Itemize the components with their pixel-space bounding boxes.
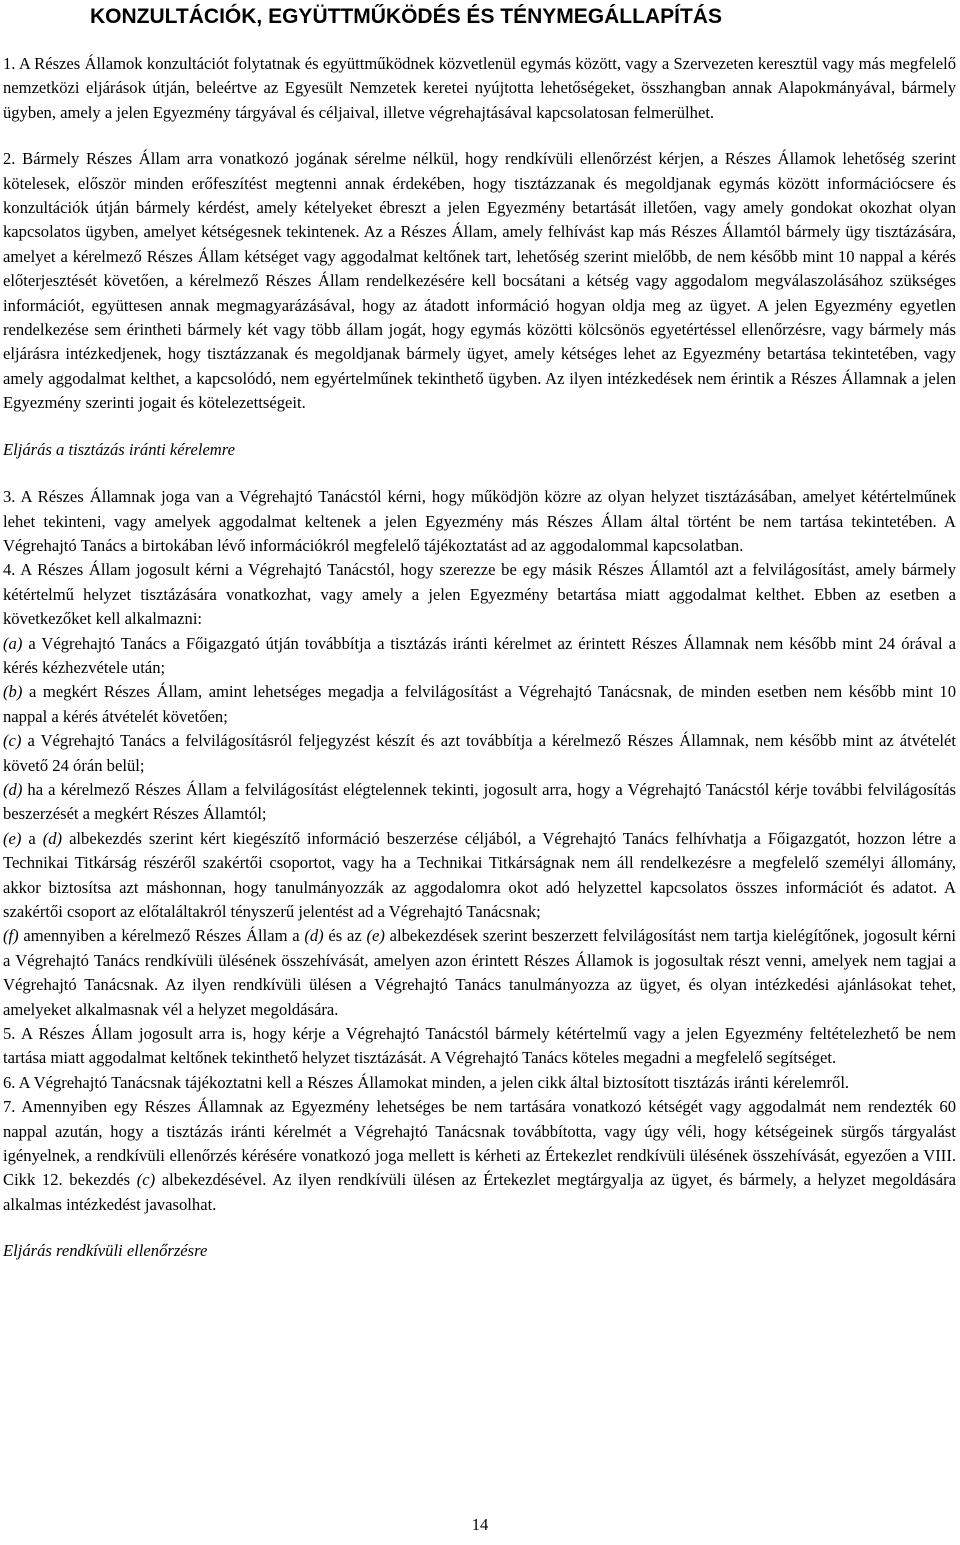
subparagraph-f-label: (f) (3, 926, 19, 946)
subparagraph-d (3, 778, 956, 827)
section-heading-clarification: Eljárás a tisztázás iránti kérelemre (3, 439, 235, 459)
paragraph-7 (3, 1095, 956, 1217)
paragraph-3: 3. A Részes Államnak joga van a Végrehajtó Tanácstól kérni, hogy működjön közre az olyan helyzet tisztázásában, amelyet kétértelműnek lehet tekinteni, vagy amelyek aggodalmat keltenek a jelen Egyezmény más Részes Állam által történt be nem tartása tekintetében. A Végrehajtó Tanács a birtokában lévő információkról megfelelő tájékoztatást ad az aggodalommal kapcsolatban. (3, 487, 956, 555)
paragraph-4: 4. A Részes Állam jogosult kérni a Végrehajtó Tanácstól, hogy szerezze be egy másik Részes Államtól azt a felvilágosítást, amely bármely kétértelmű helyzet tisztázására vonatkozhat, vagy amely a jelen Egyezmény betartása miatt aggodalmat kelthet. Ebben az esetben a következőket kell alkalmazni: (3, 560, 956, 629)
subparagraph-e (3, 827, 956, 925)
subparagraph-e-text: albekezdés szerint kért kiegészítő információ beszerzése céljából, a Végrehajtó Tanács felhívhatja a Főigazgatót, hozzon létre a Technikai Titkárság részéről szakértői csoportot, vagy ha a Technikai Titkárságnak nem áll rendelkezésre a megfelelő személyi állomány, akkor biztosítsa azt máshonnan, hogy tanulmányozzák az aggodalomra okot adó helyzettel kapcsolatos összes információt és adatot. A szakértői csoport az előtaláltakról tényszerű jelentést ad a Végrehajtó Tanácsnak; (3, 828, 956, 921)
subparagraph-a (3, 632, 956, 681)
subparagraph-a-label: (a) (3, 633, 23, 653)
subparagraph-d-label: (d) (3, 779, 23, 799)
paragraph-6: 6. A Végrehajtó Tanácsnak tájékoztatni kell a Részes Államokat minden, a jelen cikk által biztosított tisztázás iránti kérelemről. (3, 1072, 850, 1092)
subparagraph-f-text: albekezdések szerint beszerzett felvilágosítást nem tartja kielégítőnek, jogosult kérni a Végrehajtó Tanács rendkívüli ülésének összehívását, amelyen azon érintett Részes Államok is jogosultak részt venni, amelyek nem tagjai a Végrehajtó Tanácsnak. Az ilyen rendkívüli ülésen a Végrehajtó Tanács tanulmányozza az ügyet, és olyan intézkedési ajánlásokat tehet, amelyeket alkalmasnak vél a helyzet megoldására. (3, 926, 956, 1019)
subparagraph-b-label: (b) (3, 682, 23, 702)
paragraph-7-text-a: 7. Amennyiben egy Részes Államnak az Egyezmény lehetséges be nem tartására vonatkozó kétségét vagy aggodalmát nem rendezték 60 nappal azután, hogy a tisztázás iránti kérelmét a Végrehajtó Tanácsnak továbbította, vagy úgy véli, hogy kétségeinek sürgős tárgyalást igényelnek, a rendkívüli ellenőrzés kérésére vonatkozó joga mellett is kérheti az Értekezlet rendkívüli ülésének összehívását, egyezően a VIII. Cikk 12. bekezdés (3, 1097, 956, 1190)
paragraph-7-reference: (c) (136, 1170, 156, 1190)
subparagraph-e-label: (e) (3, 828, 22, 848)
subparagraph-c-label: (c) (3, 731, 22, 751)
subparagraph-b-text: a megkért Részes Állam, amint lehetséges megadja a felvilágosítást a Végrehajtó Tanácsnak, de minden esetben nem később mint 10 nappal a kérés átvételét követően; (3, 682, 956, 726)
subparagraph-f-mid-2: és az (323, 926, 367, 946)
subparagraph-b (3, 680, 956, 729)
page-number: 14 (471, 1515, 489, 1534)
subparagraph-c (3, 729, 956, 778)
section-heading-special-inspection: Eljárás rendkívüli ellenőrzésre (3, 1241, 208, 1261)
paragraph-2: 2. Bármely Részes Állam arra vonatkozó jogának sérelme nélkül, hogy rendkívüli ellenőrzést kérjen, a Részes Államok lehetőség szerint kötelesek, először minden erőfeszítést megtenni annak érdekében, hogy tisztázzanak és megoldjanak egymás között információcsere és konzultációk útján bármely kérdést, amely kételyeket ébreszt a jelen Egyezmény betartását illetően, vagy amely gondokat okozhat olyan kapcsolatos ügyben, amelyet kétségesnek tekintenek. Az a Részes Állam, amely felhívást kap más Részes Államtól bármely ügy tisztázására, amelyet a kérelmező Részes Állam kétséget vagy aggodalmat keltőnek tart, lehetőség szerint mielőbb, de nem később mint 10 nappal a kérés előterjesztését követően, a kérelmező Részes Állam rendelkezésére kell bocsátani a kétség vagy aggodalom megválaszolásához szükséges információt, együttesen annak megmagyarázásával, hogy az átadott információ hogyan oldja meg az ügyet. A jelen Egyezmény egyetlen rendelkezése sem érintheti bármely két vagy több állam jogát, hogy egymás közötti kölcsönös egyetértéssel ellenőrzésre, vagy bármely más eljárásra intézkedjenek, hogy tisztázzanak és megoldjanak bármely ügyet, amely kétséges lehet az Egyezmény betartása tekintetében, vagy amely aggodalmat kelthet, a kapcsolódó, nem egyértelműnek tekinthető ügyben. Az ilyen intézkedések nem érintik a Részes Államnak a jelen Egyezmény szerinti jogait és kötelezettségeit. (3, 149, 956, 413)
subparagraph-d-text: ha a kérelmező Részes Állam a felvilágosítást elégtelennek tekinti, jogosult arra, hogy a Végrehajtó Tanácstól kérje további felvilágosítás beszerzését a megkért Részes Államtól; (3, 779, 956, 824)
subparagraph-f (3, 924, 956, 1022)
subparagraph-c-text: a Végrehajtó Tanács a felvilágosításról feljegyzést készít és azt továbbítja a kérelmező Részes Államnak, nem később mint az átvételét követő 24 órán belül; (3, 731, 956, 775)
page-title: KONZULTÁCIÓK, EGYÜTTMŰKÖDÉS ÉS TÉNYMEGÁLLAPÍTÁS (90, 5, 722, 28)
subparagraph-f-mid-1: amennyiben a kérelmező Részes Állam a (18, 926, 305, 946)
paragraph-7-text-b: albekezdésével. Az ilyen rendkívüli ülésen az Értekezlet megtárgyalja az ügyet, és bármely, a helyzet megoldására alkalmas intézkedést javasolhat. (3, 1170, 956, 1214)
subparagraph-a-text: a Végrehajtó Tanács a Főigazgató útján továbbítja a tisztázás iránti kérelmet az érintett Részes Államnak nem később mint 24 órával a kérés kézhezvétele után; (3, 633, 956, 677)
paragraph-5: 5. A Részes Állam jogosult arra is, hogy kérje a Végrehajtó Tanácstól bármely kétértelmű vagy a jelen Egyezmény feltételezhető be nem tartása miatt aggodalmat keltőnek tekinthető helyzet tisztázását. A Végrehajtó Tanács köteles megadni a megfelelő segítséget. (3, 1024, 956, 1068)
subparagraph-f-reference-1: (d) (304, 926, 324, 946)
subparagraph-f-reference-2: (e) (366, 926, 385, 946)
paragraph-1: 1. A Részes Államok konzultációt folytatnak és együttműködnek közvetlenül egymás között, vagy a Szervezeten keresztül vagy más megfelelő nemzetközi eljárások útján, beleértve az Egyesült Nemzetek keretei nyújtotta lehetőségeket, összhangban annak Alapokmányával, bármely ügyben, amely a jelen Egyezmény tárgyával és céljaival, illetve végrehajtásával kapcsolatosan felmerülhet. (3, 54, 956, 122)
subparagraph-e-reference: (d) (42, 828, 63, 848)
subparagraph-e-mid: a (21, 828, 43, 848)
